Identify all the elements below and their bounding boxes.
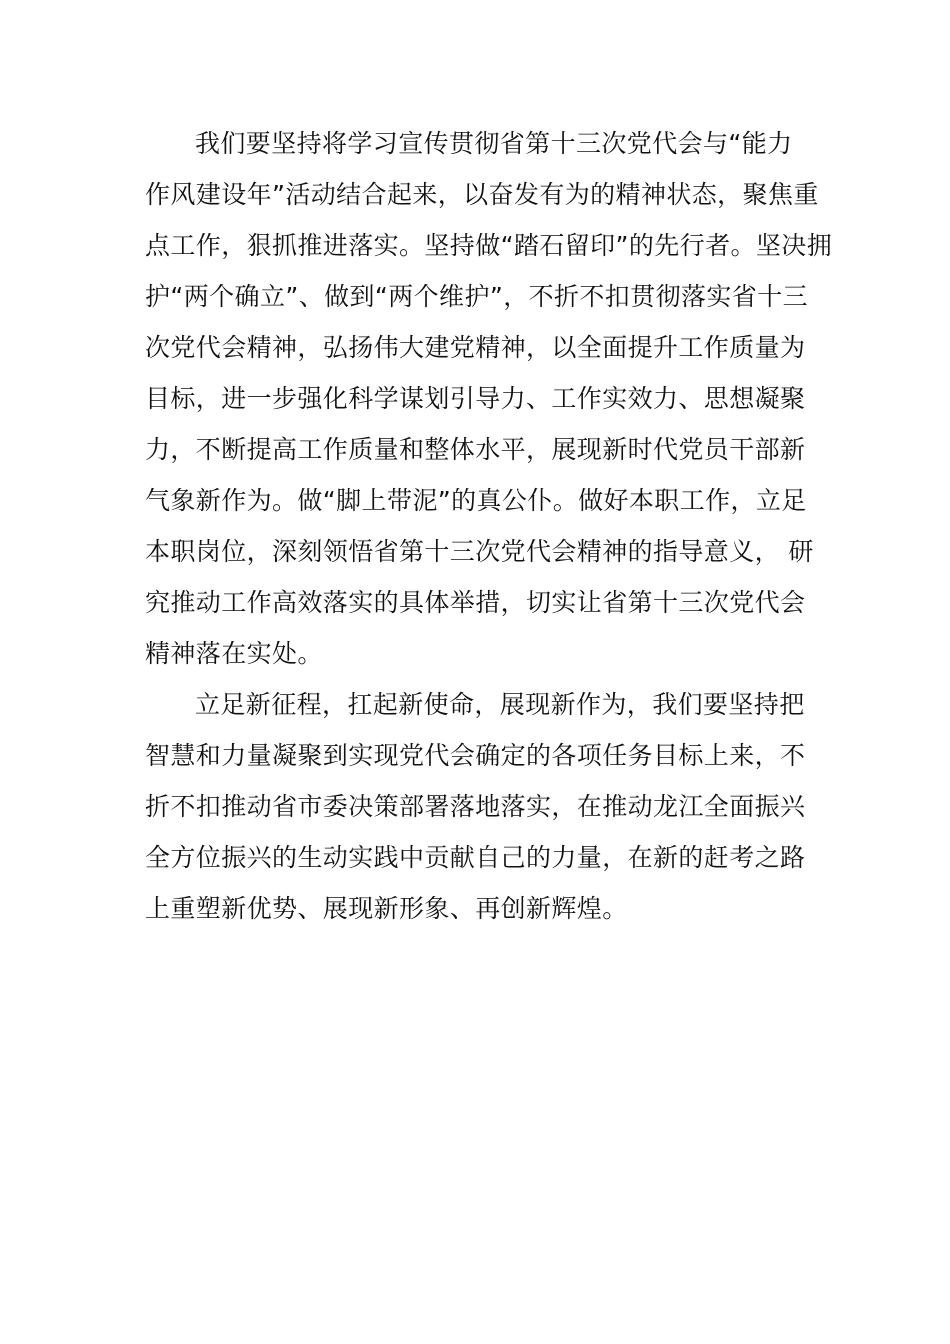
- paragraph-line: 气象新作为。做“脚上带泥”的真公仆。做好本职工作，立足: [145, 486, 807, 515]
- paragraph-line: 我们要坚持将学习宣传贯彻省第十三次党代会与“能力: [195, 129, 793, 158]
- paragraph-line: 精神落在实处。: [145, 639, 323, 668]
- paragraph-1: [145, 118, 833, 679]
- paragraph-line: 次党代会精神，弘扬伟大建党精神，以全面提升工作质量为: [145, 333, 806, 362]
- paragraph-line: 究推动工作高效落实的具体举措，切实让省第十三次党代会: [145, 588, 806, 617]
- paragraph-line: 折不扣推动省市委决策部署落地落实，在推动龙江全面振兴: [145, 792, 806, 821]
- paragraph-line: 智慧和力量凝聚到实现党代会确定的各项任务目标上来，不: [145, 741, 806, 770]
- paragraph-line: 点工作，狠抓推进落实。坚持做“踏石留印”的先行者。坚决拥: [145, 231, 833, 260]
- document-body: [145, 118, 833, 934]
- paragraph-line: 护“两个确立”、做到“两个维护”，不折不扣贯彻落实省十三: [145, 282, 809, 311]
- paragraph-2: [145, 679, 820, 934]
- paragraph-line: 立足新征程，扛起新使命，展现新作为，我们要坚持把: [195, 690, 805, 719]
- paragraph-line: 全方位振兴的生动实践中贡献自己的力量，在新的赶考之路: [145, 843, 806, 872]
- paragraph-line: 力，不断提高工作质量和整体水平，展现新时代党员干部新: [145, 435, 806, 464]
- paragraph-line: 本职岗位，深刻领悟省第十三次党代会精神的指导意义， 研: [145, 537, 814, 566]
- paragraph-line: 上重塑新优势、展现新形象、再创新辉煌。: [145, 894, 628, 923]
- paragraph-line: 作风建设年”活动结合起来，以奋发有为的精神状态，聚焦重: [145, 180, 819, 209]
- paragraph-line: 目标，进一步强化科学谋划引导力、工作实效力、思想凝聚: [145, 384, 806, 413]
